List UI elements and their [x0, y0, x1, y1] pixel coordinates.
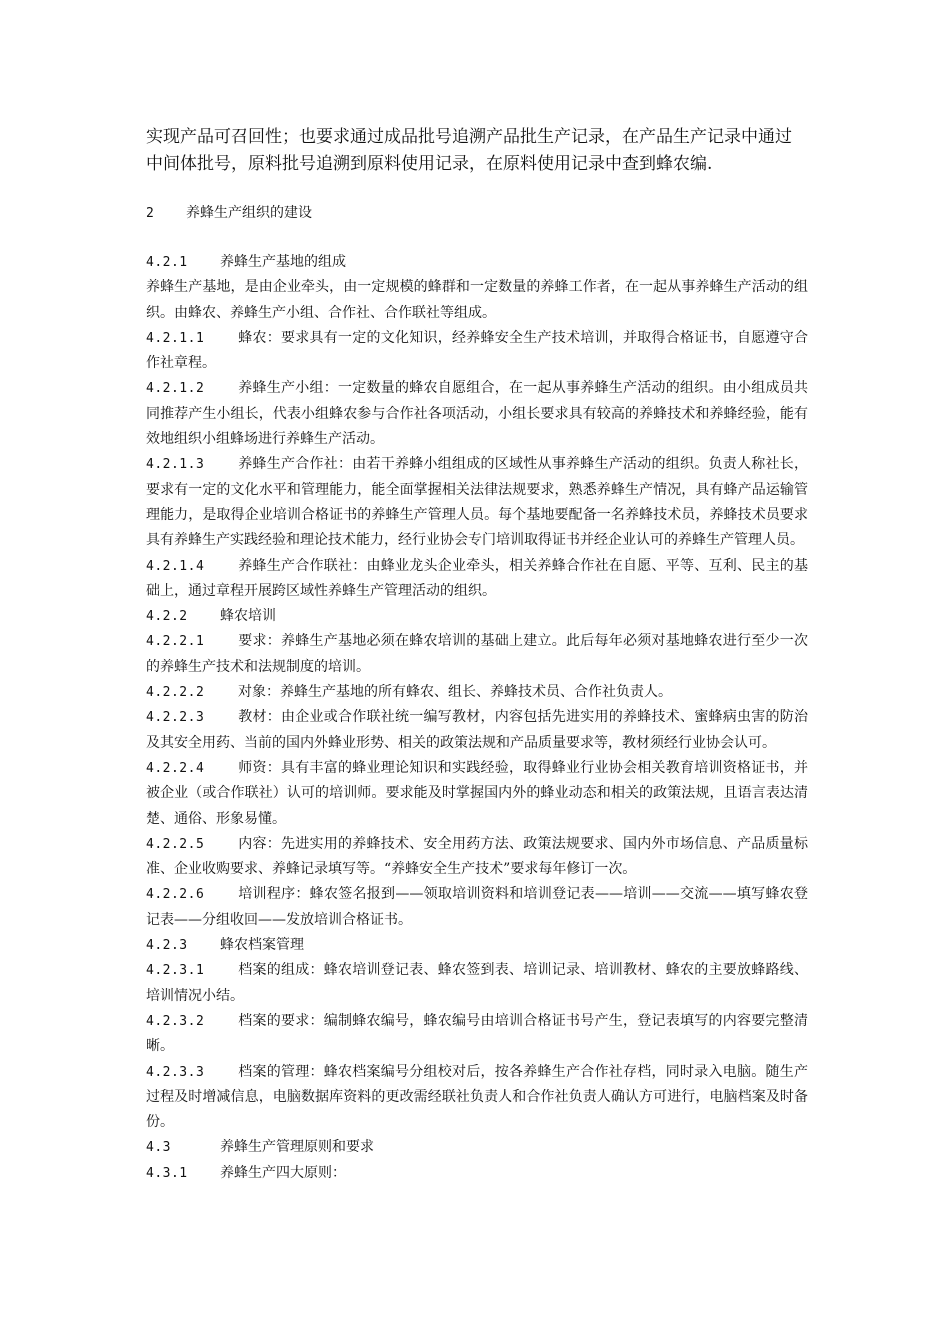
clause-number: 4.2.1.1: [146, 330, 205, 346]
clause-number: 4.2.2: [146, 609, 188, 625]
intro-paragraph: 实现产品可召回性；也要求通过成品批号追溯产品批生产记录，在产品生产记录中通过中间体批号，原料批号追溯到原料使用记录，在原料使用记录中查到蜂农编.: [146, 127, 792, 174]
clause-text: 档案的要求：编制蜂农编号，蜂农编号由培训合格证书号产生，登记表填写的内容要完整清晰。: [146, 1012, 808, 1055]
clause-number: 4.2.1.4: [146, 558, 205, 574]
clause-4-2-1-3: [146, 452, 808, 553]
clause-number: 4.2.2.5: [146, 836, 205, 852]
heading-4-2-1: [146, 250, 808, 275]
clause-text: 养蜂生产合作联社：由蜂业龙头企业牵头，相关养蜂合作社在自愿、平等、互利、民主的基础上，通过章程开展跨区域性养蜂生产管理活动的组织。: [146, 557, 808, 599]
clause-text: 养蜂生产四大原则：: [220, 1164, 346, 1181]
clause-text: 养蜂生产基地，是由企业牵头，由一定规模的蜂群和一定数量的养蜂工作者，在一起从事养蜂生产活动的组织。由蜂农、养蜂生产小组、合作社、合作联社等组成。: [146, 279, 808, 321]
clause-number: 4.2.3.2: [146, 1013, 205, 1029]
heading-4-2-2: [146, 604, 808, 629]
clause-4-2-2-3: [146, 705, 808, 756]
clause-text: 对象：养蜂生产基地的所有蜂农、组长、养蜂技术员、合作社负责人。: [238, 684, 672, 701]
heading-4-2-3: [146, 933, 808, 958]
clause-4-2-2-6: [146, 882, 808, 933]
clause-text: 养蜂生产小组：一定数量的蜂农自愿组合，在一起从事养蜂生产活动的组织。由小组成员共同推荐产生小组长，代表小组蜂农参与合作社各项活动，小组长要求具有较高的养蜂技术和养蜂经验，能有效地组织小组蜂场进行养蜂生产活动。: [146, 380, 808, 448]
clause-text: 蜂农培训: [220, 608, 276, 625]
clause-number: 4.2.2.3: [146, 710, 205, 726]
clause-text: 内容：先进实用的养蜂技术、安全用药方法、政策法规要求、国内外市场信息、产品质量标准、企业收购要求、养蜂记录填写等。“养蜂安全生产技术”要求每年修订一次。: [146, 835, 808, 878]
clause-text: 蜂农：要求具有一定的文化知识，经养蜂安全生产技术培训，并取得合格证书，自愿遵守合作社章程。: [146, 329, 808, 372]
clause-text: 档案的管理：蜂农档案编号分组校对后，按各养蜂生产合作社存档，同时录入电脑。随生产过程及时增减信息，电脑数据库资料的更改需经联社负责人和合作社负责人确认方可进行，电脑档案及时备份。: [146, 1063, 808, 1131]
clause-4-2-1-2: [146, 376, 808, 452]
section-number: 2: [146, 206, 155, 221]
clause-text: 师资：具有丰富的蜂业理论知识和实践经验，取得蜂业行业协会相关教育培训资格证书，并被企业（或合作联社）认可的培训师。要求能及时掌握国内外的蜂业动态和相关的政策法规，且语言表达清楚、通俗、形象易懂。: [146, 759, 808, 827]
clause-number: 4.2.1: [146, 255, 188, 270]
clause-4-2-1-4: [146, 554, 808, 605]
clause-number: 4.2.3.3: [146, 1064, 205, 1080]
heading-4-3-1: [146, 1161, 808, 1186]
clause-text: 档案的组成：蜂农培训登记表、蜂农签到表、培训记录、培训教材、蜂农的主要放蜂路线、培训情况小结。: [146, 962, 808, 1004]
clause-text: 养蜂生产合作社：由若干养蜂小组组成的区域性从事养蜂生产活动的组织。负责人称社长，要求有一定的文化水平和管理能力，能全面掌握相关法律法规要求，熟悉养蜂生产情况，具有蜂产品运输管理能力，是取得企业培训合格证书的养蜂生产管理人员。每个基地要配备一名养蜂技术员，养蜂技术员要求具有养蜂生产实践经验和理论技术能力，经行业协会专门培训取得证书并经企业认可的养蜂生产管理人员。: [146, 456, 808, 549]
clause-4-2-2-5: [146, 832, 808, 883]
clause-4-2-2-4: [146, 756, 808, 832]
clause-4-2-2-2: [146, 680, 808, 705]
clause-number: 4.2.2.1: [146, 634, 205, 650]
document-body: [146, 250, 808, 1186]
clause-text: 培训程序：蜂农签名报到——领取培训资料和培训登记表——培训——交流——填写蜂农登记表——分组收回——发放培训合格证书。: [146, 886, 808, 928]
clause-number: 4.2.2.4: [146, 760, 205, 776]
clause-number: 4.2.3.1: [146, 963, 205, 979]
clause-number: 4.3: [146, 1140, 171, 1156]
heading-4-3: [146, 1135, 808, 1160]
clause-number: 4.2.1.2: [146, 381, 205, 397]
clause-4-2-3-3: [146, 1060, 808, 1136]
clause-4-2-1-1: [146, 326, 808, 377]
clause-text: 蜂农档案管理: [220, 937, 304, 954]
clause-4-2-3-1: [146, 958, 808, 1009]
clause-number: 4.2.3: [146, 938, 188, 954]
clause-text: 教材：由企业或合作联社统一编写教材，内容包括先进实用的养蜂技术、蜜蜂病虫害的防治及其安全用药、当前的国内外蜂业形势、相关的政策法规和产品质量要求等，教材须经行业协会认可。: [146, 709, 808, 751]
paragraph: [146, 275, 808, 326]
section-2-heading: [146, 203, 312, 224]
section-title: 养蜂生产组织的建设: [186, 205, 312, 221]
clause-text: 要求：养蜂生产基地必须在蜂农培训的基础上建立。此后每年必须对基地蜂农进行至少一次的养蜂生产技术和法规制度的培训。: [146, 633, 808, 675]
clause-4-2-2-1: [146, 629, 808, 680]
clause-text: 养蜂生产管理原则和要求: [220, 1139, 374, 1156]
clause-number: 4.3.1: [146, 1165, 188, 1181]
clause-text: 养蜂生产基地的组成: [220, 254, 346, 270]
clause-number: 4.2.2.6: [146, 887, 205, 903]
clause-4-2-3-2: [146, 1009, 808, 1060]
clause-number: 4.2.2.2: [146, 685, 205, 701]
clause-number: 4.2.1.3: [146, 457, 205, 473]
